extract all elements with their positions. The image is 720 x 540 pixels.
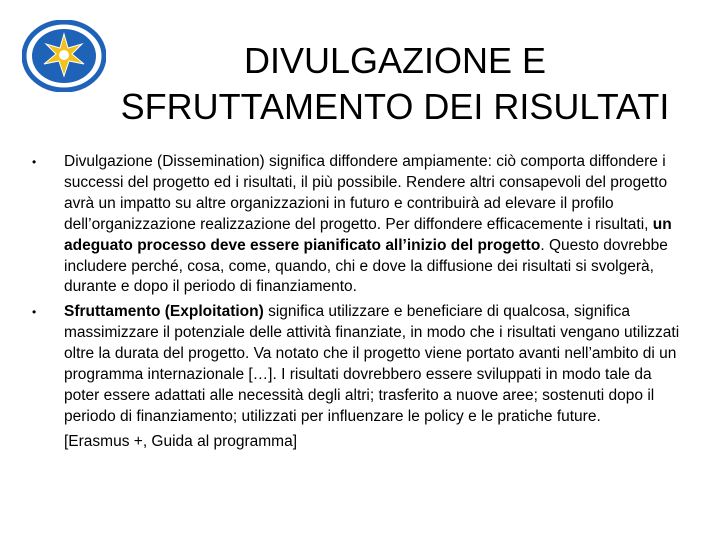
dissemination-emphasis: un adeguato processo deve essere pianificato all’inizio del progetto [64, 215, 672, 254]
term-exploitation: Sfruttamento (Exploitation) [64, 303, 264, 321]
bullet-marker: • [32, 155, 37, 169]
page-title [110, 38, 680, 130]
logo-emblem [22, 20, 106, 92]
dissemination-text-1: significa diffondere ampiamente: ciò comporta diffondere i successi del progetto ed i risultati, il più possibile. Rendere altri consapevoli del progetto avrà un impatto su altre organizzazioni in futuro e contribuirà ad elevare il profilo dell’organizzazione realizzazione del progetto. Per diffondere efficacemente i risultati, [64, 153, 668, 233]
dissemination-text-2: . Questo dovrebbe includere perché, cosa, come, quando, chi e dove la diffusione dei risultati si svolgerà, durante e dopo il periodo di finanziamento. [64, 236, 668, 296]
bullet-marker: • [32, 305, 37, 320]
source-citation: [Erasmus +, Guida al programma] [64, 432, 298, 450]
bullet-dissemination [32, 152, 682, 298]
term-dissemination: Divulgazione (Dissemination) [64, 153, 265, 170]
exploitation-text: significa utilizzare e beneficiare di qualcosa, significa massimizzare il potenziale delle attività finanziate, in modo che i risultati vengano utilizzati oltre la durata del progetto. Va notato che il progetto viene portato avanti nell’ambito di un programma internazionale […]. I risultati dovrebbero essere sviluppati in modo tale da poter essere adattati alle necessità degli altri; trasferito a nuove aree; sostenuti dopo il periodo di finanziamento; utilizzati per influenzare le policy e le pratiche future. [64, 303, 680, 425]
bullet-exploitation [32, 302, 682, 427]
body-text [32, 152, 682, 453]
title-line-1: DIVULGAZIONE E [243, 40, 547, 81]
title-line-2: SFRUTTAMENTO DEI RISULTATI [120, 86, 670, 127]
logo [22, 20, 106, 92]
